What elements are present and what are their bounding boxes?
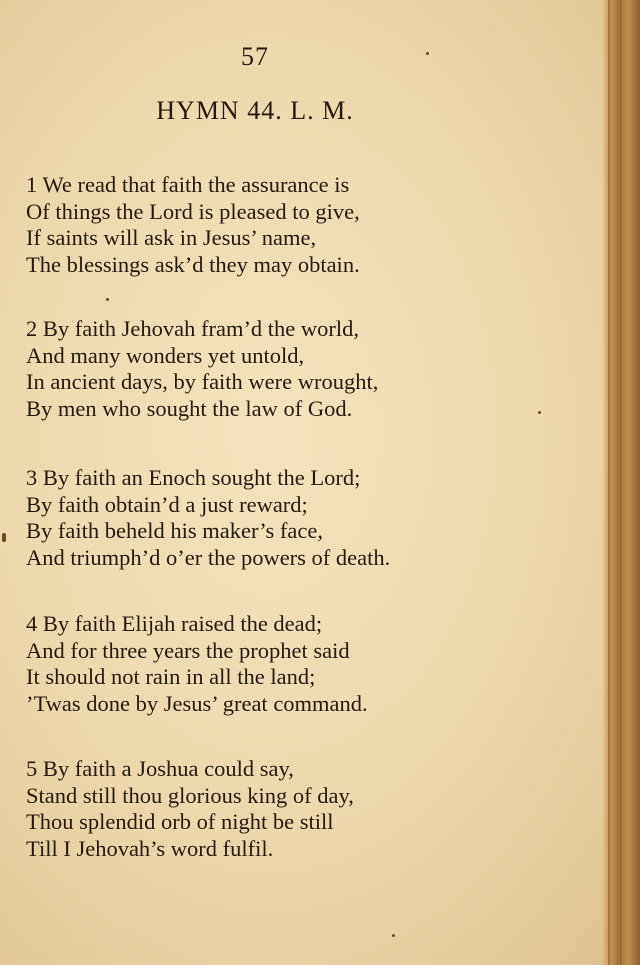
- verse-line: 2 By faith Jehovah fram’d the world,: [26, 316, 360, 341]
- verse-line: If saints will ask in Jesus’ name,: [26, 225, 317, 250]
- verse-line: The blessings ask’d they may obtain.: [26, 251, 360, 277]
- verse-line: By men who sought the law of God.: [26, 395, 353, 421]
- stanza-2: [26, 316, 496, 422]
- verse-line: 3 By faith an Enoch sought the Lord;: [26, 465, 361, 490]
- stanza-1: [26, 172, 496, 278]
- verse-line: Stand still thou glorious king of day,: [26, 782, 354, 808]
- verse-line: By faith beheld his maker’s face,: [26, 518, 323, 543]
- hymn-title: HYMN 44. L. M.: [156, 96, 354, 125]
- ink-speck: [2, 533, 6, 542]
- verse-line: It should not rain in all the land;: [26, 664, 316, 689]
- verse-line: And for three years the prophet said: [26, 637, 350, 663]
- verse-line: By faith obtain’d a just reward;: [26, 491, 308, 517]
- verse-line: Till I Jehovah’s word fulfil.: [26, 835, 274, 861]
- verse-line: And triumph’d o’er the powers of death.: [26, 544, 391, 570]
- verse-line: Thou splendid orb of night be still: [26, 809, 334, 834]
- verse-line: Of things the Lord is pleased to give,: [26, 198, 360, 224]
- book-spine-edge: [602, 0, 640, 965]
- verse-line: 5 By faith a Joshua could say,: [26, 756, 294, 781]
- verse-line: ’Twas done by Jesus’ great command.: [26, 690, 368, 716]
- stanza-5: [26, 756, 496, 862]
- stanza-4: [26, 611, 496, 717]
- page-number: 57: [241, 42, 269, 71]
- verse-line: In ancient days, by faith were wrought,: [26, 369, 379, 394]
- verse-line: 4 By faith Elijah raised the dead;: [26, 611, 323, 636]
- verse-line: 1 We read that faith the assurance is: [26, 172, 350, 197]
- verse-line: And many wonders yet untold,: [26, 342, 305, 368]
- ink-speck: [106, 298, 109, 301]
- ink-speck: [538, 411, 541, 414]
- stanza-3: [26, 465, 496, 571]
- ink-speck: [392, 934, 395, 937]
